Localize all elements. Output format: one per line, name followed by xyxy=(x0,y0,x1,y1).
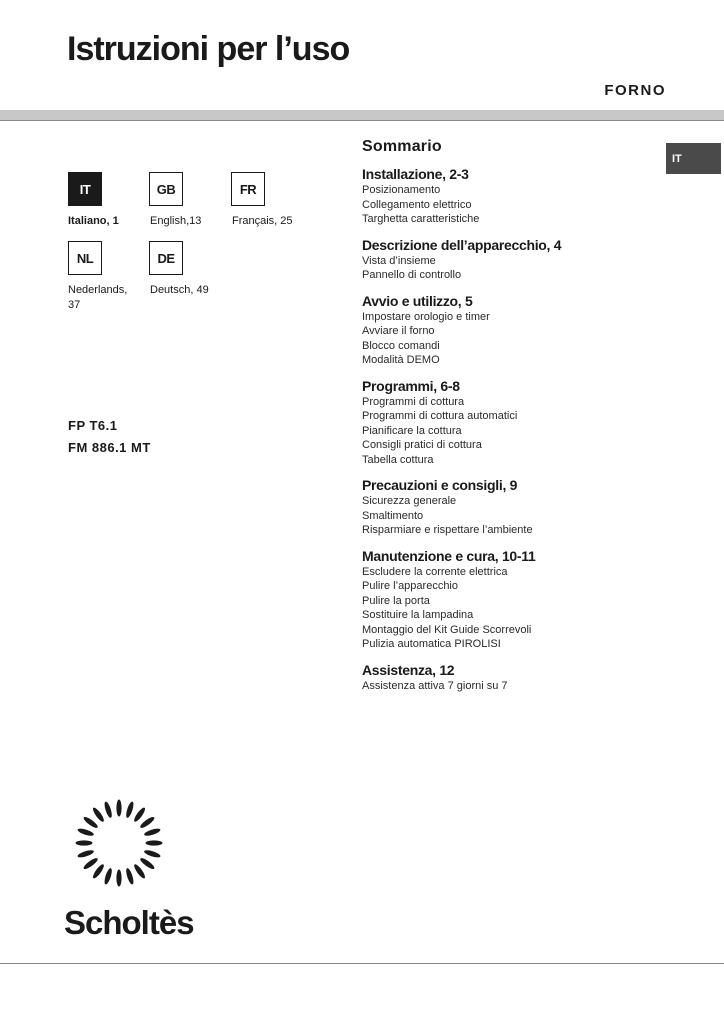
toc-item: Pulire l’apparecchio xyxy=(362,580,458,592)
toc-section-programmi xyxy=(362,378,662,468)
table-of-contents xyxy=(362,138,662,703)
toc-section-title[interactable]: Assistenza, 12 xyxy=(362,661,455,678)
logo-petal xyxy=(132,863,146,880)
lang-label-gb: English,13 xyxy=(150,215,202,227)
lang-box-it[interactable]: IT xyxy=(68,172,102,206)
logo-petal xyxy=(103,801,113,819)
toc-item: Blocco comandi xyxy=(362,339,440,352)
toc-section-manutenzione xyxy=(362,548,662,652)
toc-item: Avviare il forno xyxy=(362,325,435,337)
toc-item: Escludere la corrente elettrica xyxy=(362,565,508,578)
toc-item: Pulizia automatica PIROLISI xyxy=(362,638,501,650)
logo-petal xyxy=(139,856,156,870)
lang-label-fr: Français, 25 xyxy=(232,215,293,227)
logo-petal xyxy=(76,840,93,845)
toc-section-installazione xyxy=(362,166,662,227)
brand-name: Scholtès xyxy=(64,904,194,941)
logo-petal xyxy=(82,815,99,829)
lang-label-de: Deutsch, 49 xyxy=(150,284,209,296)
toc-section-title[interactable]: Manutenzione e cura, 10-11 xyxy=(362,547,536,564)
logo-petal xyxy=(143,849,161,859)
lang-box-nl[interactable]: NL xyxy=(68,241,102,275)
toc-item: Programmi di cottura xyxy=(362,395,465,408)
toc-section-title[interactable]: Descrizione dell’apparecchio, 4 xyxy=(362,236,562,253)
toc-section-avvio xyxy=(362,293,662,368)
toc-section-title[interactable]: Avvio e utilizzo, 5 xyxy=(362,292,473,309)
toc-section-assistenza xyxy=(362,662,662,694)
toc-section-title[interactable]: Programmi, 6-8 xyxy=(362,377,460,394)
lang-box-de[interactable]: DE xyxy=(149,241,183,275)
toc-item: Impostare orologio e timer xyxy=(362,310,490,323)
model-code: FM 886.1 MT xyxy=(68,440,151,455)
model-code: FP T6.1 xyxy=(68,418,118,433)
logo-petal xyxy=(82,856,99,870)
logo-petal xyxy=(143,827,161,837)
toc-item: Targhetta caratteristiche xyxy=(362,213,480,225)
logo-petal xyxy=(77,827,95,837)
toc-item: Pulire la porta xyxy=(362,594,430,607)
logo-petal xyxy=(125,867,135,885)
logo-petal xyxy=(116,870,121,887)
logo-petal xyxy=(103,867,113,885)
logo-petal xyxy=(146,840,163,845)
toc-item: Modalità DEMO xyxy=(362,354,440,366)
logo-petal xyxy=(125,801,135,819)
logo-petal xyxy=(91,806,105,823)
toc-section-precauzioni xyxy=(362,477,662,538)
toc-section-descrizione xyxy=(362,237,662,283)
header-divider xyxy=(0,120,724,121)
lang-box-fr[interactable]: FR xyxy=(231,172,265,206)
toc-item: Consigli pratici di cottura xyxy=(362,439,482,451)
toc-item: Montaggio del Kit Guide Scorrevoli xyxy=(362,623,532,636)
toc-item: Smaltimento xyxy=(362,509,424,522)
header-band xyxy=(0,110,724,120)
toc-item: Assistenza attiva 7 giorni su 7 xyxy=(362,679,508,692)
logo-petal xyxy=(77,849,95,859)
toc-item: Programmi di cottura automatici xyxy=(362,410,518,422)
toc-item: Posizionamento xyxy=(362,184,441,196)
lang-box-gb[interactable]: GB xyxy=(149,172,183,206)
toc-item: Collegamento elettrico xyxy=(362,198,472,211)
logo-petal xyxy=(116,800,121,817)
logo-petal xyxy=(139,815,156,829)
document-title: Istruzioni per l’uso xyxy=(67,30,350,68)
toc-item: Tabella cottura xyxy=(362,453,434,466)
logo-petal xyxy=(91,863,105,880)
product-type-label: FORNO xyxy=(604,82,666,99)
lang-label-nl: Nederlands, 37 xyxy=(68,284,128,311)
toc-item: Sicurezza generale xyxy=(362,495,457,507)
language-side-tab: IT xyxy=(666,143,721,174)
toc-item: Pianificare la cottura xyxy=(362,424,462,437)
toc-item: Risparmiare e rispettare l’ambiente xyxy=(362,524,533,536)
logo-petal xyxy=(132,806,146,823)
toc-item: Sostituire la lampadina xyxy=(362,609,474,621)
toc-item: Vista d’insieme xyxy=(362,254,436,267)
footer-divider xyxy=(0,963,724,964)
lang-label-it: Italiano, 1 xyxy=(68,215,119,227)
toc-item: Pannello di controllo xyxy=(362,269,462,281)
toc-heading: Sommario xyxy=(362,138,442,155)
toc-section-title[interactable]: Precauzioni e consigli, 9 xyxy=(362,477,518,493)
toc-section-title[interactable]: Installazione, 2-3 xyxy=(362,166,469,182)
